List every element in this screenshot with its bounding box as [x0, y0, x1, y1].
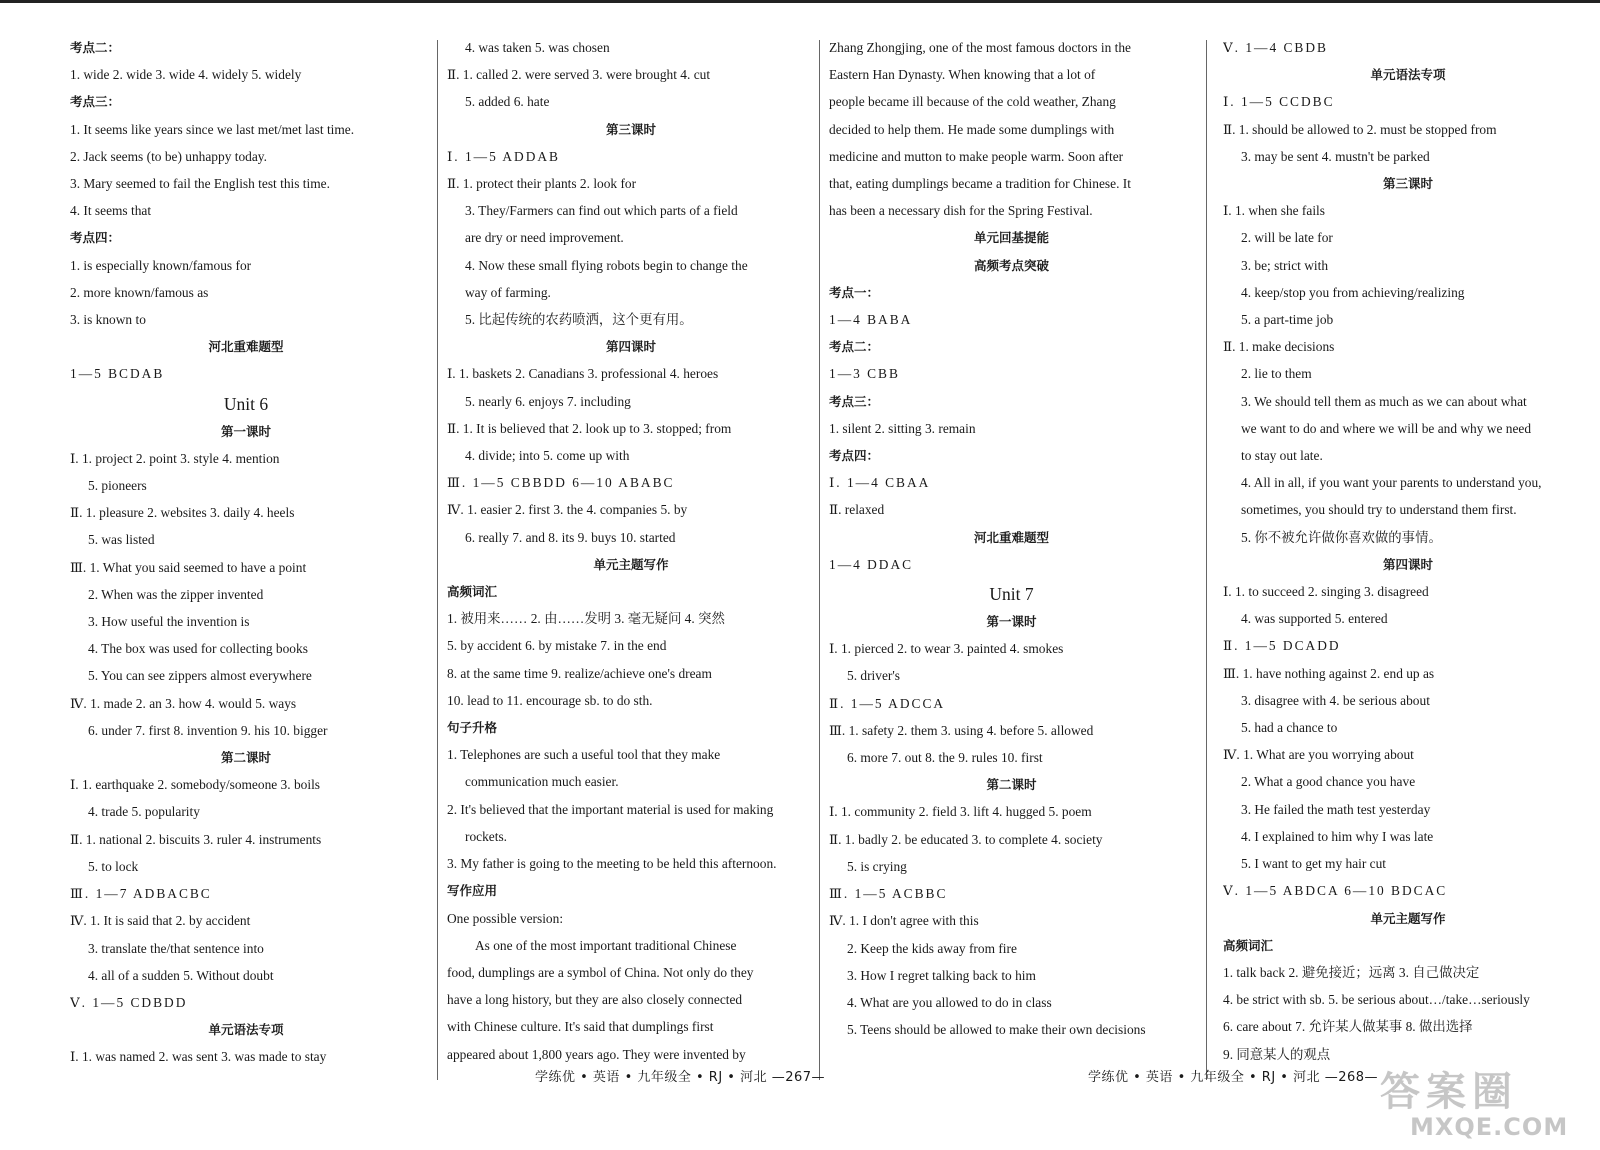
answer-line: 5. Teens should be allowed to make their own decisions	[847, 1022, 1146, 1038]
section-heading: 句子升格	[447, 720, 498, 736]
answer-line: Ⅱ. 1. pleasure 2. websites 3. daily 4. heels	[70, 505, 295, 521]
section-heading: 考点三：	[829, 393, 880, 409]
answer-line: Ⅲ. 1. safety 2. them 3. using 4. before 5. allowed	[829, 722, 1094, 738]
answer-line: Ⅱ. 1. It is believed that 2. look up to 3. stopped; from	[447, 420, 732, 436]
answer-line: 5. added 6. hate	[465, 94, 550, 110]
answer-line: Ⅱ. 1. called 2. were served 3. were brought 4. cut	[447, 67, 711, 83]
answer-line: 3. be; strict with	[1241, 257, 1329, 273]
answer-line: Ⅲ. 1—5 ACBBC	[829, 886, 948, 902]
answer-line: Ⅰ. 1. project 2. point 3. style 4. mention	[70, 450, 280, 466]
answer-line: 3. Mary seemed to fail the English test this time.	[70, 176, 330, 192]
watermark-logo	[1380, 1070, 1580, 1150]
answer-line: 5. You can see zippers almost everywhere	[88, 668, 312, 684]
answer-line: 9. 同意某人的观点	[1223, 1046, 1331, 1062]
answer-line: 3. may be sent 4. mustn't be parked	[1241, 148, 1430, 164]
answer-line: 4. all of a sudden 5. Without doubt	[88, 967, 274, 983]
answer-line: 1—4 BABA	[829, 312, 913, 328]
answer-line: Ⅱ. 1. national 2. biscuits 3. ruler 4. instruments	[70, 831, 322, 847]
answer-line: Ⅴ. 1—4 CBDB	[1223, 40, 1328, 55]
answer-line: 3. translate the/that sentence into	[88, 940, 264, 956]
answer-line: 2. Keep the kids away from fire	[847, 940, 1017, 956]
answer-line: 3. How I regret talking back to him	[847, 967, 1036, 983]
answer-line: One possible version:	[447, 910, 564, 926]
answer-line: 4. trade 5. popularity	[88, 804, 200, 820]
answer-line: 5. 你不被允许做你喜欢做的事情。	[1241, 529, 1442, 545]
answer-line: 3. My father is going to the meeting to be held this afternoon.	[447, 856, 777, 872]
answer-line: way of farming.	[465, 284, 551, 300]
section-heading: 第二课时	[220, 750, 271, 766]
section-heading: 第一课时	[220, 423, 271, 439]
answer-line: 2. When was the zipper invented	[88, 586, 264, 602]
answer-line: 5. I want to get my hair cut	[1241, 856, 1387, 872]
answer-line: 6. care about 7. 允许某人做某事 8. 做出选择	[1223, 1019, 1473, 1035]
answer-line: 1—4 DDAC	[829, 556, 914, 572]
answer-line: 4. keep/stop you from achieving/realizing	[1241, 284, 1465, 300]
answer-column-2	[447, 34, 815, 1084]
answer-line: with Chinese culture. It's said that dumplings first	[447, 1019, 714, 1035]
answer-column-4	[1223, 34, 1593, 1084]
watermark-text-en: MXQE.COM	[1410, 1113, 1569, 1141]
answer-line: Ⅱ. relaxed	[829, 502, 885, 518]
answer-line: 3. How useful the invention is	[88, 614, 250, 630]
answer-line: 4. It seems that	[70, 203, 152, 219]
unit-title: Unit 7	[989, 584, 1034, 605]
answer-line: 1. 被用来…… 2. 由……发明 3. 毫无疑问 4. 突然	[447, 611, 725, 627]
answer-line: 2. will be late for	[1241, 230, 1333, 246]
answer-line: 2. What a good chance you have	[1241, 774, 1416, 790]
section-heading: 考点二：	[70, 40, 121, 55]
answer-line: Ⅲ. 1. have nothing against 2. end up as	[1223, 665, 1435, 681]
answer-line: Ⅲ. 1—7 ADBACBC	[70, 886, 212, 902]
answer-line: Ⅰ. 1—5 CCDBC	[1223, 94, 1335, 110]
answer-line: 4. The box was used for collecting books	[88, 641, 308, 657]
answer-line: 5. is crying	[847, 858, 907, 874]
answer-line: 4. was taken 5. was chosen	[465, 40, 610, 55]
column-divider	[1206, 40, 1207, 1080]
answer-line: Eastern Han Dynasty. When knowing that a lot of	[829, 67, 1096, 83]
answer-line: 1. is especially known/famous for	[70, 257, 252, 273]
answer-line: Ⅰ. 1. when she fails	[1223, 203, 1325, 219]
answer-line: 6. under 7. first 8. invention 9. his 10. bigger	[88, 722, 328, 738]
page-footer-right: 学练优 • 英语 • 九年级全 • RJ • 河北 —268—	[1088, 1070, 1379, 1085]
answer-line: Zhang Zhongjing, one of the most famous doctors in the	[829, 40, 1131, 55]
answer-line: 4. be strict with sb. 5. be serious about…/take…seriously	[1223, 992, 1530, 1008]
answer-line: 5. a part-time job	[1241, 312, 1334, 328]
answer-line: Ⅰ. 1—4 CBAA	[829, 475, 931, 491]
answer-line: Ⅱ. 1. make decisions	[1223, 339, 1335, 355]
answer-line: Ⅱ. 1—5 DCADD	[1223, 638, 1341, 654]
section-heading: 单元语法专项	[208, 1022, 284, 1038]
answer-line: 4. All in all, if you want your parents to understand you,	[1241, 475, 1542, 491]
answer-line: 5. 比起传统的农药喷洒，这个更有用。	[465, 312, 693, 328]
answer-line: sometimes, you should try to understand them first.	[1241, 502, 1517, 518]
section-heading: 河北重难题型	[208, 339, 284, 355]
answer-line: 1. Telephones are such a useful tool that they make	[447, 747, 721, 763]
answer-line: 8. at the same time 9. realize/achieve one's dream	[447, 665, 712, 681]
answer-line: Ⅰ. 1. pierced 2. to wear 3. painted 4. smokes	[829, 641, 1064, 657]
section-heading: 高频词汇	[447, 584, 498, 600]
answer-line: Ⅳ. 1. It is said that 2. by accident	[70, 913, 251, 929]
answer-line: 4. What are you allowed to do in class	[847, 994, 1052, 1010]
answer-line: 4. divide; into 5. come up with	[465, 448, 630, 464]
answer-line: 5. had a chance to	[1241, 720, 1338, 736]
section-heading: 考点四：	[829, 448, 880, 464]
answer-line: 1—3 CBB	[829, 366, 900, 382]
answer-line: 5. by accident 6. by mistake 7. in the end	[447, 638, 667, 654]
answer-line: 2. It's believed that the important material is used for making	[447, 801, 774, 817]
column-divider	[437, 40, 438, 1080]
column-divider	[819, 40, 820, 1080]
answer-line: Ⅳ. 1. I don't agree with this	[829, 913, 979, 929]
page-footer-left: 学练优 • 英语 • 九年级全 • RJ • 河北 —267—	[535, 1070, 826, 1085]
section-heading: 河北重难题型	[973, 529, 1049, 545]
answer-line: 3. We should tell them as much as we can about what	[1241, 393, 1527, 409]
answer-line: As one of the most important traditional Chinese	[475, 937, 737, 953]
answer-line: Ⅰ. 1—5 ADDAB	[447, 148, 560, 164]
section-heading: 考点四：	[70, 230, 121, 246]
section-heading: 单元主题写作	[593, 556, 669, 572]
section-heading: 第一课时	[986, 614, 1037, 630]
answer-line: 4. Now these small flying robots begin to change the	[465, 257, 748, 273]
answer-line: 1. silent 2. sitting 3. remain	[829, 420, 976, 436]
answer-line: 6. really 7. and 8. its 9. buys 10. started	[465, 529, 676, 545]
answer-line: to stay out late.	[1241, 448, 1323, 464]
answer-line: 4. I explained to him why I was late	[1241, 828, 1434, 844]
answer-line: have a long history, but they are also closely connected	[447, 992, 743, 1008]
answer-line: Ⅰ. 1. was named 2. was sent 3. was made to stay	[70, 1049, 327, 1065]
answer-line: Ⅲ. 1. What you said seemed to have a point	[70, 559, 307, 575]
answer-line: decided to help them. He made some dumplings with	[829, 121, 1115, 137]
answer-line: Ⅳ. 1. easier 2. first 3. the 4. companies 5. by	[447, 502, 688, 518]
answer-line: Ⅰ. 1. baskets 2. Canadians 3. professional 4. heroes	[447, 366, 719, 382]
answer-line: Ⅱ. 1—5 ADCCA	[829, 695, 946, 711]
answer-line: 4. was supported 5. entered	[1241, 611, 1388, 627]
answer-line: 10. lead to 11. encourage sb. to do sth.	[447, 692, 653, 708]
section-heading: 第四课时	[1382, 556, 1433, 572]
answer-line: rockets.	[465, 828, 508, 844]
unit-title: Unit 6	[223, 393, 269, 414]
answer-line: 5. nearly 6. enjoys 7. including	[465, 393, 631, 409]
answer-column-3	[829, 34, 1194, 1084]
section-heading: 第三课时	[605, 121, 656, 137]
answer-line: Ⅳ. 1. What are you worrying about	[1223, 747, 1414, 763]
watermark-text-cn: 答案圈	[1380, 1069, 1518, 1115]
answer-line: that, eating dumplings became a tradition for Chinese. It	[829, 176, 1131, 192]
answer-line: 1. wide 2. wide 3. wide 4. widely 5. widely	[70, 67, 302, 83]
answer-line: Ⅳ. 1. made 2. an 3. how 4. would 5. ways	[70, 695, 297, 711]
answer-line: 3. They/Farmers can find out which parts of a field	[465, 203, 738, 219]
section-heading: 考点二：	[829, 339, 880, 355]
answer-line: has been a necessary dish for the Spring Festival.	[829, 203, 1093, 219]
answer-line: Ⅲ. 1—5 CBBDD 6—10 ABABC	[447, 475, 675, 491]
answer-line: 2. Jack seems (to be) unhappy today.	[70, 148, 267, 164]
answer-line: 5. was listed	[88, 532, 155, 548]
answer-line: 5. driver's	[847, 668, 900, 684]
answer-line: Ⅰ. 1. to succeed 2. singing 3. disagreed	[1223, 584, 1429, 600]
answer-line: Ⅱ. 1. protect their plants 2. look for	[447, 176, 637, 192]
answer-line: 3. He failed the math test yesterday	[1241, 801, 1431, 817]
answer-line: food, dumplings are a symbol of China. Not only do they	[447, 964, 754, 980]
answer-line: 3. disagree with 4. be serious about	[1241, 692, 1430, 708]
answer-line: 1. talk back 2. 避免接近；远离 3. 自己做决定	[1223, 964, 1480, 980]
answer-line: Ⅱ. 1. badly 2. be educated 3. to complete 4. society	[829, 831, 1103, 847]
answer-line: Ⅱ. 1. should be allowed to 2. must be stopped from	[1223, 121, 1497, 137]
answer-line: 1. It seems like years since we last met/met last time.	[70, 121, 355, 137]
answer-line: Ⅴ. 1—5 CDBDD	[70, 994, 188, 1010]
answer-line: are dry or need improvement.	[465, 230, 624, 246]
section-heading: 写作应用	[447, 883, 498, 899]
section-heading: 第二课时	[986, 777, 1037, 793]
section-heading: 第四课时	[605, 339, 656, 355]
section-heading: 单元主题写作	[1370, 910, 1446, 926]
section-heading: 第三课时	[1382, 176, 1433, 192]
answer-line: medicine and mutton to make people warm. Soon after	[829, 148, 1124, 164]
answer-line: 5. pioneers	[88, 478, 147, 494]
answer-line: 1—5 BCDAB	[70, 366, 165, 382]
section-heading: 高频词汇	[1223, 937, 1274, 953]
answer-line: Ⅰ. 1. earthquake 2. somebody/someone 3. boils	[70, 777, 320, 793]
answer-line: 2. more known/famous as	[70, 284, 209, 300]
answer-line: communication much easier.	[465, 774, 619, 790]
answer-line: 6. more 7. out 8. the 9. rules 10. first	[847, 750, 1043, 766]
answer-line: people became ill because of the cold weather, Zhang	[829, 94, 1116, 110]
answer-line: 5. to lock	[88, 858, 139, 874]
answer-line: we want to do and where we will be and why we need	[1241, 420, 1532, 436]
section-heading: 考点三：	[70, 94, 121, 110]
section-heading: 考点一：	[829, 284, 880, 300]
answer-line: Ⅴ. 1—5 ABDCA 6—10 BDCAC	[1223, 883, 1448, 899]
answer-line: 2. lie to them	[1241, 366, 1312, 382]
section-heading: 单元回基提能	[973, 230, 1049, 246]
top-border	[0, 0, 1600, 3]
section-heading: 高频考点突破	[973, 257, 1049, 273]
answer-column-1	[70, 34, 422, 1084]
section-heading: 单元语法专项	[1370, 67, 1446, 83]
answer-line: appeared about 1,800 years ago. They were invented by	[447, 1046, 746, 1062]
answer-line: 3. is known to	[70, 312, 146, 328]
answer-line: Ⅰ. 1. community 2. field 3. lift 4. hugged 5. poem	[829, 804, 1092, 820]
